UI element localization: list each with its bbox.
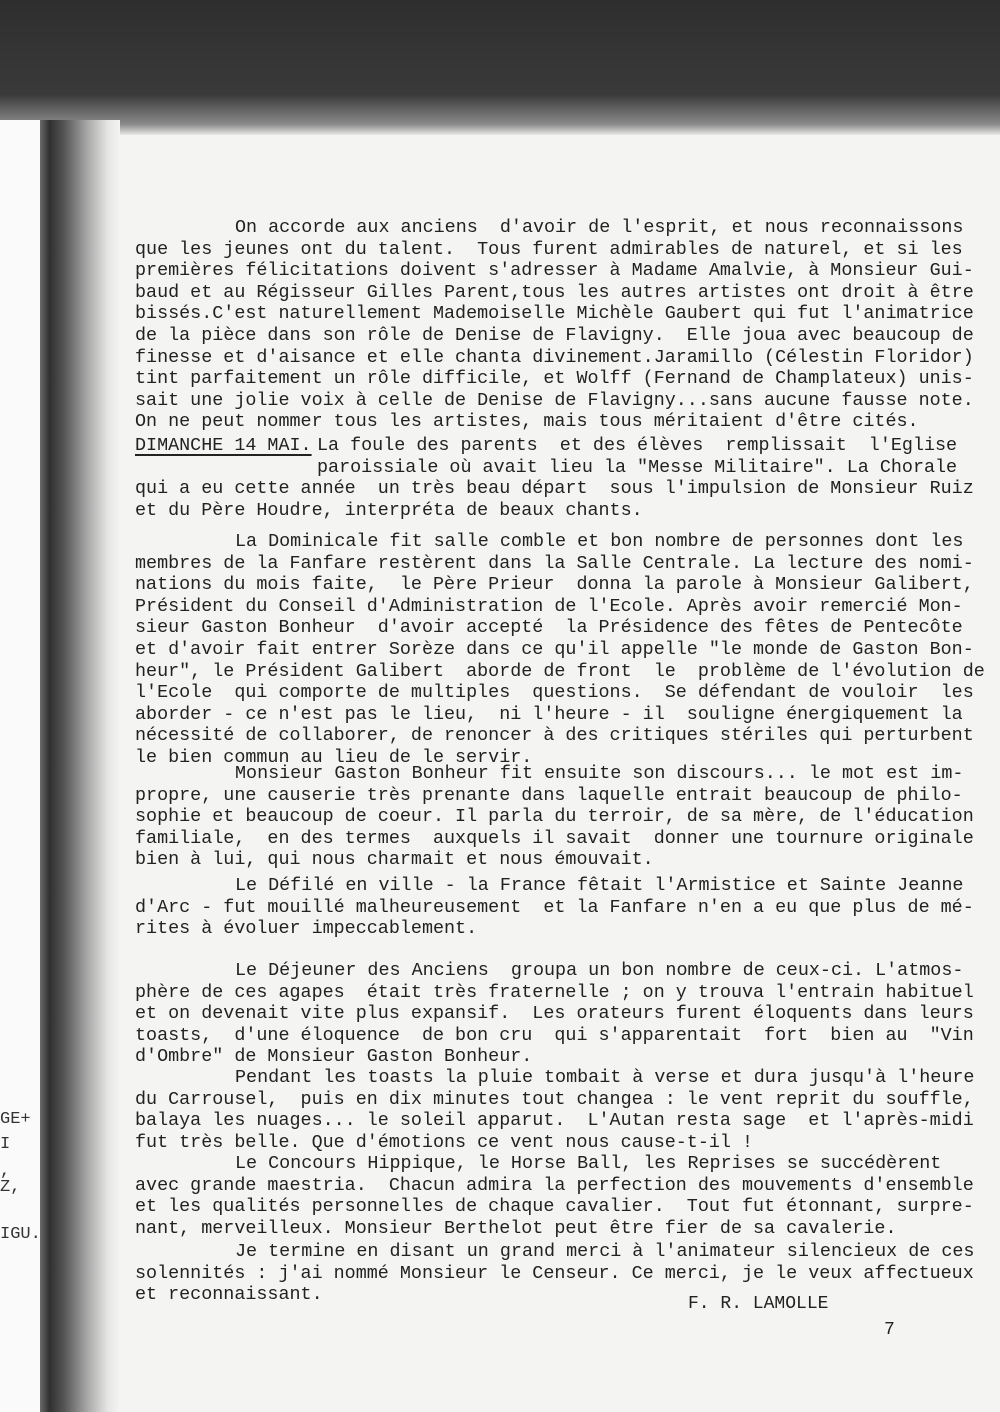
paragraph <box>135 763 974 871</box>
text-line: toasts, d'une éloquence de bon cru qui s'apparentait fort bien au "Vin <box>135 1024 974 1046</box>
signature: F. R. LAMOLLE <box>688 1294 829 1314</box>
paragraph <box>135 531 985 769</box>
margin-fragment: IGU. <box>0 1225 41 1244</box>
paragraph <box>135 1067 975 1153</box>
text-line: nécessité de collaborer, de renoncer à des critiques stériles qui perturbent <box>135 725 974 747</box>
text-line: propre, une causerie très prenante dans laquelle entrait beaucoup de philo- <box>135 784 963 806</box>
margin-fragment: , <box>0 1162 11 1181</box>
text-line: avec grande maestria. Chacun admira la perfection des mouvements d'ensemble <box>135 1174 974 1196</box>
text-line: heur", le Président Galibert aborde de front le problème de l'évolution de <box>135 660 985 682</box>
text-line: le bien commun au lieu de le servir. <box>135 746 533 768</box>
text-line: nations du mois faite, le Père Prieur donna la parole à Monsieur Galibert, <box>135 574 974 596</box>
text-line: phère de ces agapes était très fraternelle ; on y trouva l'entrain habituel <box>135 981 974 1003</box>
text-line: que les jeunes ont du talent. Tous furent admirables de naturel, et si les <box>135 238 963 260</box>
text-line: Le Déjeuner des Anciens groupa un bon nombre de ceux-ci. L'atmos- <box>235 960 964 981</box>
text-line: rites à évoluer impeccablement. <box>135 918 478 940</box>
section-paragraph <box>135 435 974 521</box>
text-line: paroissiale où avait lieu la "Messe Militaire". La Chorale <box>317 456 958 478</box>
text-line: finesse et d'aisance et elle chanta divinement.Jaramillo (Célestin Floridor) <box>135 346 974 368</box>
paragraph <box>135 1153 974 1239</box>
text-line: et d'avoir fait entrer Sorèze dans ce qu'il appelle "le monde de Gaston Bon- <box>135 638 974 660</box>
margin-fragment: GE+ <box>0 1110 31 1129</box>
text-line: bissés.C'est naturellement Mademoiselle Michèle Gaubert qui fut l'animatrice <box>135 303 974 325</box>
text-line: familiale, en des termes auxquels il savait donner une tournure originale <box>135 827 974 849</box>
paragraph <box>135 960 974 1068</box>
text-line: Le Concours Hippique, le Horse Ball, les Reprises se succédèrent <box>235 1153 942 1174</box>
section-heading: DIMANCHE 14 MAI. <box>135 435 312 456</box>
page-number: 7 <box>884 1320 895 1340</box>
text-line: sieur Gaston Bonheur d'avoir accepté la Présidence des fêtes de Pentecôte <box>135 617 963 639</box>
text-line: Le Défilé en ville - la France fêtait l'Armistice et Sainte Jeanne <box>235 875 964 896</box>
text-line: sait une jolie voix à celle de Denise de Flavigny...sans aucune fausse note. <box>135 389 974 411</box>
text-line: tint parfaitement un rôle difficile, et Wolff (Fernand de Champlateux) unis- <box>135 368 974 390</box>
text-line: et reconnaissant. <box>135 1284 323 1306</box>
adjacent-page <box>0 120 44 1412</box>
text-line: solennités : j'ai nommé Monsieur le Censeur. Ce merci, je le veux affectueux <box>135 1262 974 1284</box>
text-line: de la pièce dans son rôle de Denise de Flavigny. Elle joua avec beaucoup de <box>135 324 974 346</box>
text-line: fut très belle. Que d'émotions ce vent nous cause-t-il ! <box>135 1131 754 1153</box>
paragraph <box>135 875 974 940</box>
margin-fragment: Z, <box>0 1178 21 1197</box>
binding-gutter-shadow <box>40 120 120 1412</box>
text-line: La foule des parents et des élèves remplissait l'Eglise <box>317 435 958 456</box>
text-line: La Dominicale fit salle comble et bon nombre de personnes dont les <box>235 531 964 552</box>
text-line: et on devenait vite plus expansif. Les orateurs furent éloquents dans leurs <box>135 1003 974 1025</box>
text-line: On ne peut nommer tous les artistes, mais tous méritaient d'être cités. <box>135 411 919 433</box>
text-line: Monsieur Gaston Bonheur fit ensuite son discours... le mot est im- <box>235 763 964 784</box>
text-line: bien à lui, qui nous charmait et nous émouvait. <box>135 849 654 871</box>
paragraph <box>135 217 974 433</box>
text-line: membres de la Fanfare restèrent dans la Salle Centrale. La lecture des nomi- <box>135 552 974 574</box>
text-line: sophie et beaucoup de coeur. Il parla du terroir, de sa mère, de l'éducation <box>135 806 974 828</box>
text-line: et les qualités personnelles de chaque cavalier. Tout fut étonnant, surpre- <box>135 1196 974 1218</box>
text-line: balaya les nuages... le soleil apparut. L'Autan resta sage et l'après-midi <box>135 1110 974 1132</box>
margin-fragment: I <box>0 1135 11 1154</box>
text-line: Je termine en disant un grand merci à l'animateur silencieux de ces <box>235 1241 975 1262</box>
text-line: baud et au Régisseur Gilles Parent,tous les autres artistes ont droit à être <box>135 281 974 303</box>
text-line: On accorde aux anciens d'avoir de l'esprit, et nous reconnaissons <box>235 217 964 238</box>
text-line: Pendant les toasts la pluie tombait à verse et dura jusqu'à l'heure <box>235 1067 975 1088</box>
text-line: d'Ombre" de Monsieur Gaston Bonheur. <box>135 1046 533 1068</box>
text-line: et du Père Houdre, interpréta de beaux chants. <box>135 499 643 521</box>
text-line: qui a eu cette année un très beau départ sous l'impulsion de Monsieur Ruiz <box>135 478 974 500</box>
text-line: l'Ecole qui comporte de multiples questions. Se défendant de vouloir les <box>135 682 974 704</box>
text-line: Président du Conseil d'Administration de l'Ecole. Après avoir remercié Mon- <box>135 595 963 617</box>
text-line: premières félicitations doivent s'adresser à Madame Amalvie, à Monsieur Gui- <box>135 260 974 282</box>
text-line: d'Arc - fut mouillé malheureusement et la Fanfare n'en a eu que plus de mé- <box>135 896 974 918</box>
scan-top-shadow <box>0 0 1000 135</box>
text-line: aborder - ce n'est pas le lieu, ni l'heure - il souligne énergiquement la <box>135 703 963 725</box>
text-line: du Carrousel, puis en dix minutes tout changea : le vent reprit du souffle, <box>135 1088 974 1110</box>
text-line: nant, merveilleux. Monsieur Berthelot peut être fier de sa cavalerie. <box>135 1217 897 1239</box>
